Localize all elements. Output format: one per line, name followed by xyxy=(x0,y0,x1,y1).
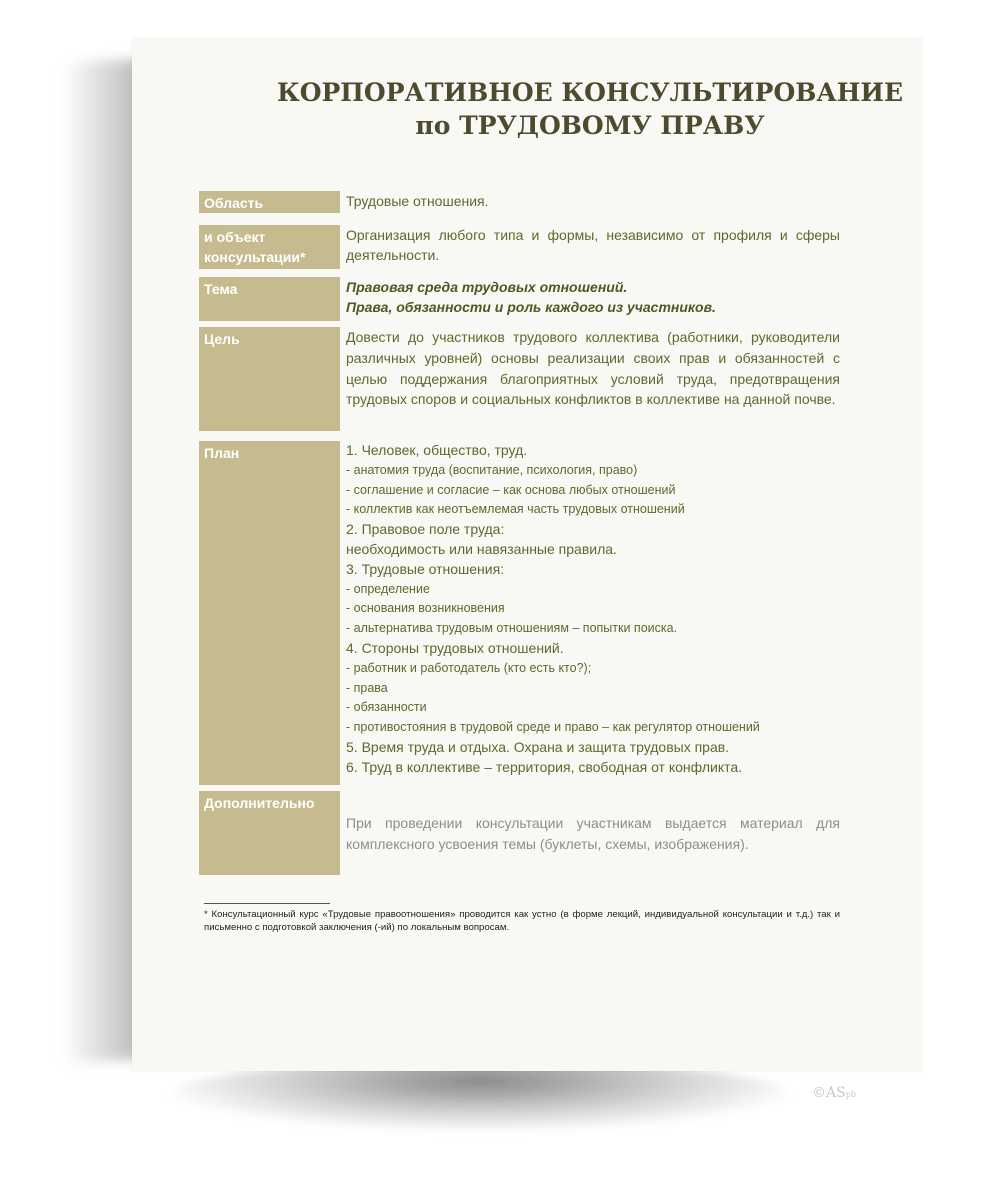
plan-item: - основания возникновения xyxy=(346,601,505,616)
label-object-line-2: консультации* xyxy=(204,249,306,265)
plan-item: - права xyxy=(346,680,388,695)
document-title xyxy=(195,76,985,142)
title-line-1: КОРПОРАТИВНОЕ КОНСУЛЬТИРОВАНИЕ xyxy=(276,78,904,107)
label-area: Область xyxy=(199,191,340,213)
row-area xyxy=(199,191,840,213)
row-extra xyxy=(199,791,840,875)
plan-item: - обязанности xyxy=(346,700,427,715)
plan-item: 2. Правовое поле труда: xyxy=(346,521,505,538)
plan-list xyxy=(346,441,840,778)
value-area: Трудовые отношения. xyxy=(346,193,489,209)
value-goal: Довести до участников трудового коллектива (работники, руководители различных уровней) основы реализации своих прав и обязанностей с целью поддержания благоприятных условий труда, предотвращения трудовых споров и социальных конфликтов в коллективе на данной почве. xyxy=(346,329,840,408)
plan-item: - анатомия труда (воспитание, психология, право) xyxy=(346,462,638,477)
row-topic xyxy=(199,277,840,321)
footnote: * Консультационный курс «Трудовые правоотношения» проводится как устно (в форме лекций, индивидуальной консультации и т.д.) так и письменно с подготовкой заключения (-ий) по локальным вопросам. xyxy=(204,909,840,933)
label-plan: План xyxy=(199,441,340,785)
value-topic xyxy=(346,277,840,317)
plan-item: 6. Труд в коллективе – территория, свободная от конфликта. xyxy=(346,758,743,775)
topic-line-1: Правовая среда трудовых отношений. xyxy=(346,279,628,295)
plan-item: - противостояния в трудовой среде и право – как регулятор отношений xyxy=(346,720,760,735)
topic-line-2: Права, обязанности и роль каждого из участников. xyxy=(346,299,716,315)
plan-item: 4. Стороны трудовых отношений. xyxy=(346,639,564,656)
label-object xyxy=(199,225,340,269)
row-object xyxy=(199,225,840,269)
plan-item: - альтернатива трудовым отношениям – попытки поиска. xyxy=(346,621,678,636)
plan-item: необходимость или навязанные правила. xyxy=(346,540,617,557)
plan-item: 1. Человек, общество, труд. xyxy=(346,442,528,458)
label-topic: Тема xyxy=(199,277,340,321)
label-extra: Дополнительно xyxy=(199,791,340,875)
document-page xyxy=(132,38,922,1071)
plan-item: - работник и работодатель (кто есть кто?); xyxy=(346,660,592,675)
label-object-line-1: и объект xyxy=(204,229,266,245)
footnote-divider xyxy=(204,903,330,904)
label-goal: Цель xyxy=(199,327,340,431)
plan-item: 3. Трудовые отношения: xyxy=(346,560,505,577)
row-goal xyxy=(199,327,840,431)
watermark xyxy=(812,1085,856,1101)
row-plan xyxy=(199,441,840,785)
watermark-text: ©AS xyxy=(812,1085,846,1101)
value-extra: При проведении консультации участникам выдается материал для комплексного усвоения темы (буклеты, схемы, изображения). xyxy=(346,815,840,852)
plan-item: 5. Время труда и отдыха. Охрана и защита трудовых прав. xyxy=(346,738,730,755)
plan-item: - соглашение и согласие – как основа любых отношений xyxy=(346,482,676,497)
watermark-suffix: pb xyxy=(845,1090,856,1099)
title-line-2: по ТРУДОВОМУ ПРАВУ xyxy=(415,111,765,140)
plan-item: - определение xyxy=(346,581,430,596)
info-table xyxy=(199,191,840,852)
value-object: Организация любого типа и формы, независимо от профиля и сферы деятельности. xyxy=(346,227,840,263)
plan-item: - коллектив как неотъемлемая часть трудовых отношений xyxy=(346,502,685,517)
